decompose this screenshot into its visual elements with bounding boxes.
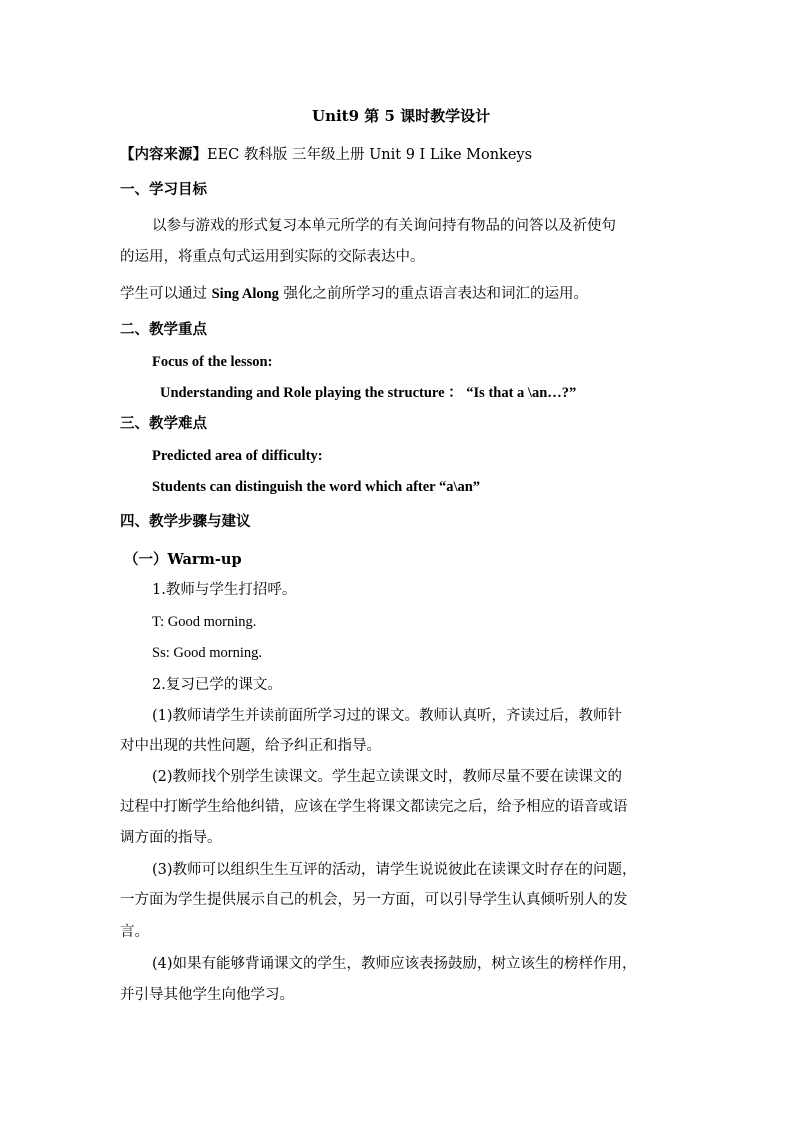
content-source-text: EEC 教科版 三年级上册 Unit 9 I Like Monkeys bbox=[207, 147, 533, 163]
focus-label: Focus of the lesson: bbox=[152, 354, 273, 370]
paragraph-line: 并引导其他学生向他学习。 bbox=[120, 987, 294, 1003]
difficulty-label: Predicted area of difficulty: bbox=[152, 448, 323, 464]
step-item: 2.复习已学的课文。 bbox=[152, 677, 282, 693]
section-heading-difficulty: 三、教学难点 bbox=[120, 415, 207, 432]
section-heading-steps: 四、教学步骤与建议 bbox=[120, 513, 251, 530]
paragraph-line: 对中出现的共性问题，给予纠正和指导。 bbox=[120, 738, 381, 754]
content-source bbox=[120, 145, 532, 165]
text-fragment: 学生可以通过 bbox=[120, 286, 212, 302]
paragraph-line: (1)教师请学生并读前面所学习过的课文。教师认真听，齐读过后，教师针 bbox=[152, 708, 623, 724]
step-item: 1.教师与学生打招呼。 bbox=[152, 582, 297, 598]
difficulty-text: Students can distinguish the word which after “a\an” bbox=[152, 479, 481, 495]
paragraph-line: 的运用，将重点句式运用到实际的交际表达中。 bbox=[120, 249, 425, 265]
paragraph-sing-along bbox=[120, 284, 588, 304]
subsection-heading-warmup: （一）Warm-up bbox=[124, 551, 242, 568]
paragraph-line: 一方面为学生提供展示自己的机会，另一方面，可以引导学生认真倾听别人的发 bbox=[120, 892, 628, 908]
sing-along-term: Sing Along bbox=[211, 286, 279, 302]
document-title: Unit9 第 5 课时教学设计 bbox=[312, 107, 491, 125]
section-heading-key-points: 二、教学重点 bbox=[120, 321, 207, 338]
paragraph-line: (3)教师可以组织生生互评的活动，请学生说说彼此在读课文时存在的问题， bbox=[152, 862, 637, 878]
paragraph-line: 调方面的指导。 bbox=[120, 830, 222, 846]
paragraph-line: (4)如果有能够背诵课文的学生，教师应该表扬鼓励，树立该生的榜样作用， bbox=[152, 956, 637, 972]
content-source-label: 【内容来源】 bbox=[120, 146, 207, 163]
section-heading-objectives: 一、学习目标 bbox=[120, 181, 207, 198]
text-fragment: 强化之前所学习的重点语言表达和词汇的运用。 bbox=[278, 286, 589, 302]
paragraph-line: 以参与游戏的形式复习本单元所学的有关询问持有物品的问答以及祈使句 bbox=[152, 218, 616, 234]
dialogue-line: T: Good morning. bbox=[152, 614, 257, 630]
paragraph-line: 过程中打断学生给他纠错，应该在学生将课文都读完之后，给予相应的语音或语 bbox=[120, 799, 628, 815]
paragraph-line: (2)教师找个别学生读课文。学生起立读课文时，教师尽量不要在读课文的 bbox=[152, 769, 623, 785]
dialogue-line: Ss: Good morning. bbox=[152, 645, 262, 661]
focus-structure: Understanding and Role playing the structure ： “Is that a \an…?” bbox=[160, 385, 577, 401]
paragraph-line: 言。 bbox=[120, 924, 149, 940]
